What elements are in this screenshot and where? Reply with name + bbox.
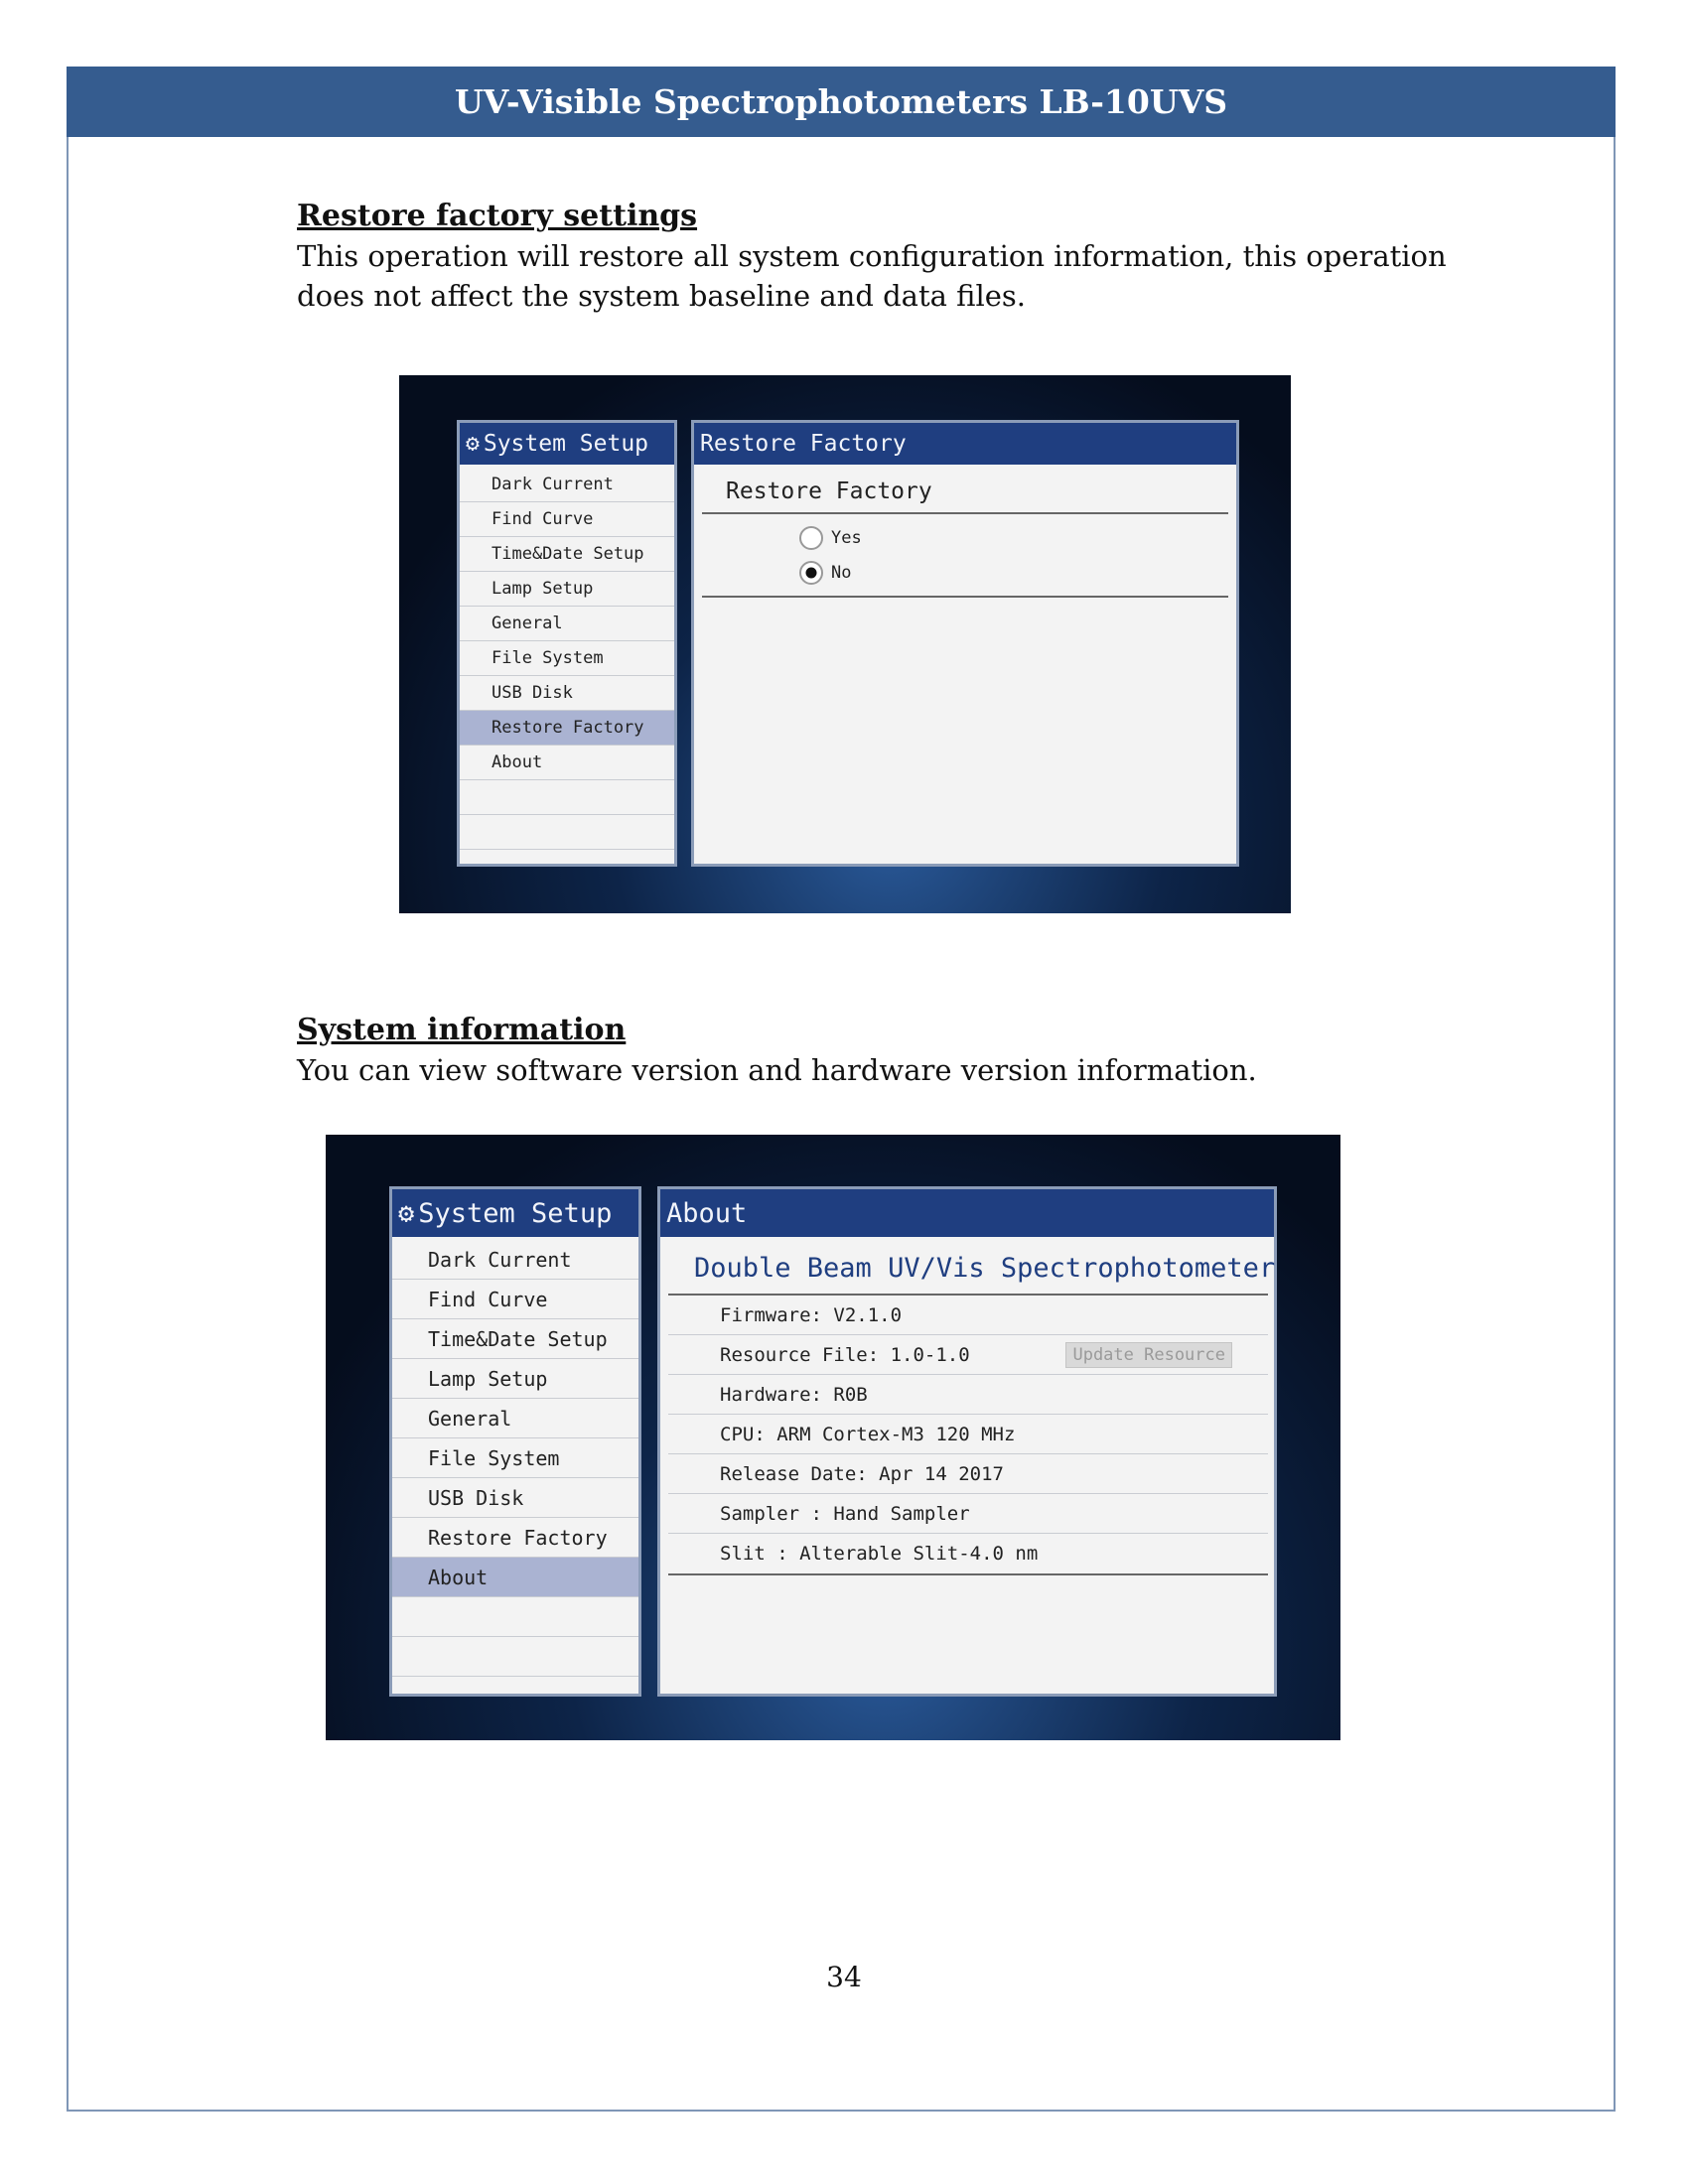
system-setup-menu: [460, 468, 674, 850]
menu-item-dark-current[interactable]: Dark Current: [392, 1240, 638, 1280]
menu-item-time-date-setup[interactable]: Time&Date Setup: [392, 1319, 638, 1359]
menu-item-find-curve[interactable]: Find Curve: [460, 502, 674, 537]
system-setup-menu-panel: [457, 420, 677, 867]
info-row: [668, 1335, 1268, 1375]
gear-icon: ⚙: [398, 1197, 415, 1229]
menu-title-label: System Setup: [418, 1197, 613, 1229]
content-title-label: Restore Factory: [700, 431, 907, 457]
info-text: Firmware: V2.1.0: [720, 1303, 903, 1326]
radio-option-no[interactable]: [799, 555, 1228, 590]
menu-item-general[interactable]: General: [460, 607, 674, 641]
menu-item-lamp-setup[interactable]: Lamp Setup: [392, 1359, 638, 1399]
menu-panel-title: [392, 1189, 638, 1237]
info-text: Sampler : Hand Sampler: [720, 1502, 970, 1525]
info-row: [668, 1415, 1268, 1454]
menu-item-dark-current[interactable]: Dark Current: [460, 468, 674, 502]
radio-option-yes[interactable]: [799, 520, 1228, 555]
info-divider: [668, 1573, 1268, 1575]
menu-item-restore-factory[interactable]: Restore Factory: [392, 1518, 638, 1558]
menu-item-about[interactable]: About: [460, 746, 674, 780]
page-header: [67, 67, 1616, 137]
info-row: [668, 1375, 1268, 1415]
restore-factory-content: [702, 465, 1228, 598]
radio-checked-icon[interactable]: [799, 561, 823, 585]
menu-item-restore-factory[interactable]: Restore Factory: [460, 711, 674, 746]
system-info-list: [668, 1296, 1268, 1573]
radio-label: No: [831, 562, 852, 583]
gear-icon: ⚙: [466, 431, 480, 457]
menu-item-usb-disk[interactable]: USB Disk: [460, 676, 674, 711]
radio-unchecked-icon[interactable]: [799, 526, 823, 550]
about-screenshot: [326, 1135, 1340, 1740]
restore-options: [702, 514, 1228, 596]
system-setup-menu: [392, 1240, 638, 1677]
menu-item-time-date-setup[interactable]: Time&Date Setup: [460, 537, 674, 572]
device-name-heading: Double Beam UV/Vis Spectrophotometer: [694, 1253, 1276, 1284]
restore-factory-panel: [691, 420, 1239, 867]
menu-item-lamp-setup[interactable]: Lamp Setup: [460, 572, 674, 607]
page-number: 34: [826, 1961, 862, 1993]
update-resource-button[interactable]: Update Resource: [1065, 1342, 1232, 1368]
info-text: Release Date: Apr 14 2017: [720, 1462, 1004, 1485]
info-row: [668, 1534, 1268, 1573]
info-text: Resource File: 1.0-1.0: [720, 1343, 970, 1366]
menu-item-general[interactable]: General: [392, 1399, 638, 1438]
radio-label: Yes: [831, 527, 862, 548]
menu-empty-row: [392, 1637, 638, 1677]
menu-empty-row: [460, 780, 674, 815]
menu-item-find-curve[interactable]: Find Curve: [392, 1280, 638, 1319]
info-row: [668, 1454, 1268, 1494]
menu-item-usb-disk[interactable]: USB Disk: [392, 1478, 638, 1518]
content-panel-title: [694, 423, 1236, 465]
content-panel-title: [660, 1189, 1274, 1237]
menu-item-file-system[interactable]: File System: [460, 641, 674, 676]
restore-factory-description: This operation will restore all system configuration information, this operation does not affect the system baseline and data files.: [297, 239, 1447, 313]
system-information-heading: System information: [297, 1013, 627, 1047]
document-title: UV-Visible Spectrophotometers LB-10UVS: [454, 82, 1228, 121]
menu-empty-row: [392, 1597, 638, 1637]
restore-factory-screenshot: [399, 375, 1291, 913]
content-heading: Restore Factory: [726, 478, 932, 504]
menu-item-file-system[interactable]: File System: [392, 1438, 638, 1478]
info-text: Hardware: R0B: [720, 1383, 868, 1406]
info-text: Slit : Alterable Slit-4.0 nm: [720, 1543, 1039, 1565]
menu-panel-title: [460, 423, 674, 465]
menu-title-label: System Setup: [483, 431, 649, 457]
system-setup-menu-panel: [389, 1186, 641, 1697]
menu-empty-row: [460, 815, 674, 850]
content-title-label: About: [666, 1197, 748, 1229]
about-panel: [657, 1186, 1277, 1697]
info-row: [668, 1296, 1268, 1335]
info-row: [668, 1494, 1268, 1534]
options-divider: [702, 596, 1228, 598]
info-text: CPU: ARM Cortex-M3 120 MHz: [720, 1423, 1016, 1445]
menu-item-about[interactable]: About: [392, 1558, 638, 1597]
about-content: [668, 1237, 1276, 1575]
system-information-description: You can view software version and hardware version information.: [297, 1053, 1257, 1087]
restore-factory-heading: Restore factory settings: [297, 199, 698, 233]
